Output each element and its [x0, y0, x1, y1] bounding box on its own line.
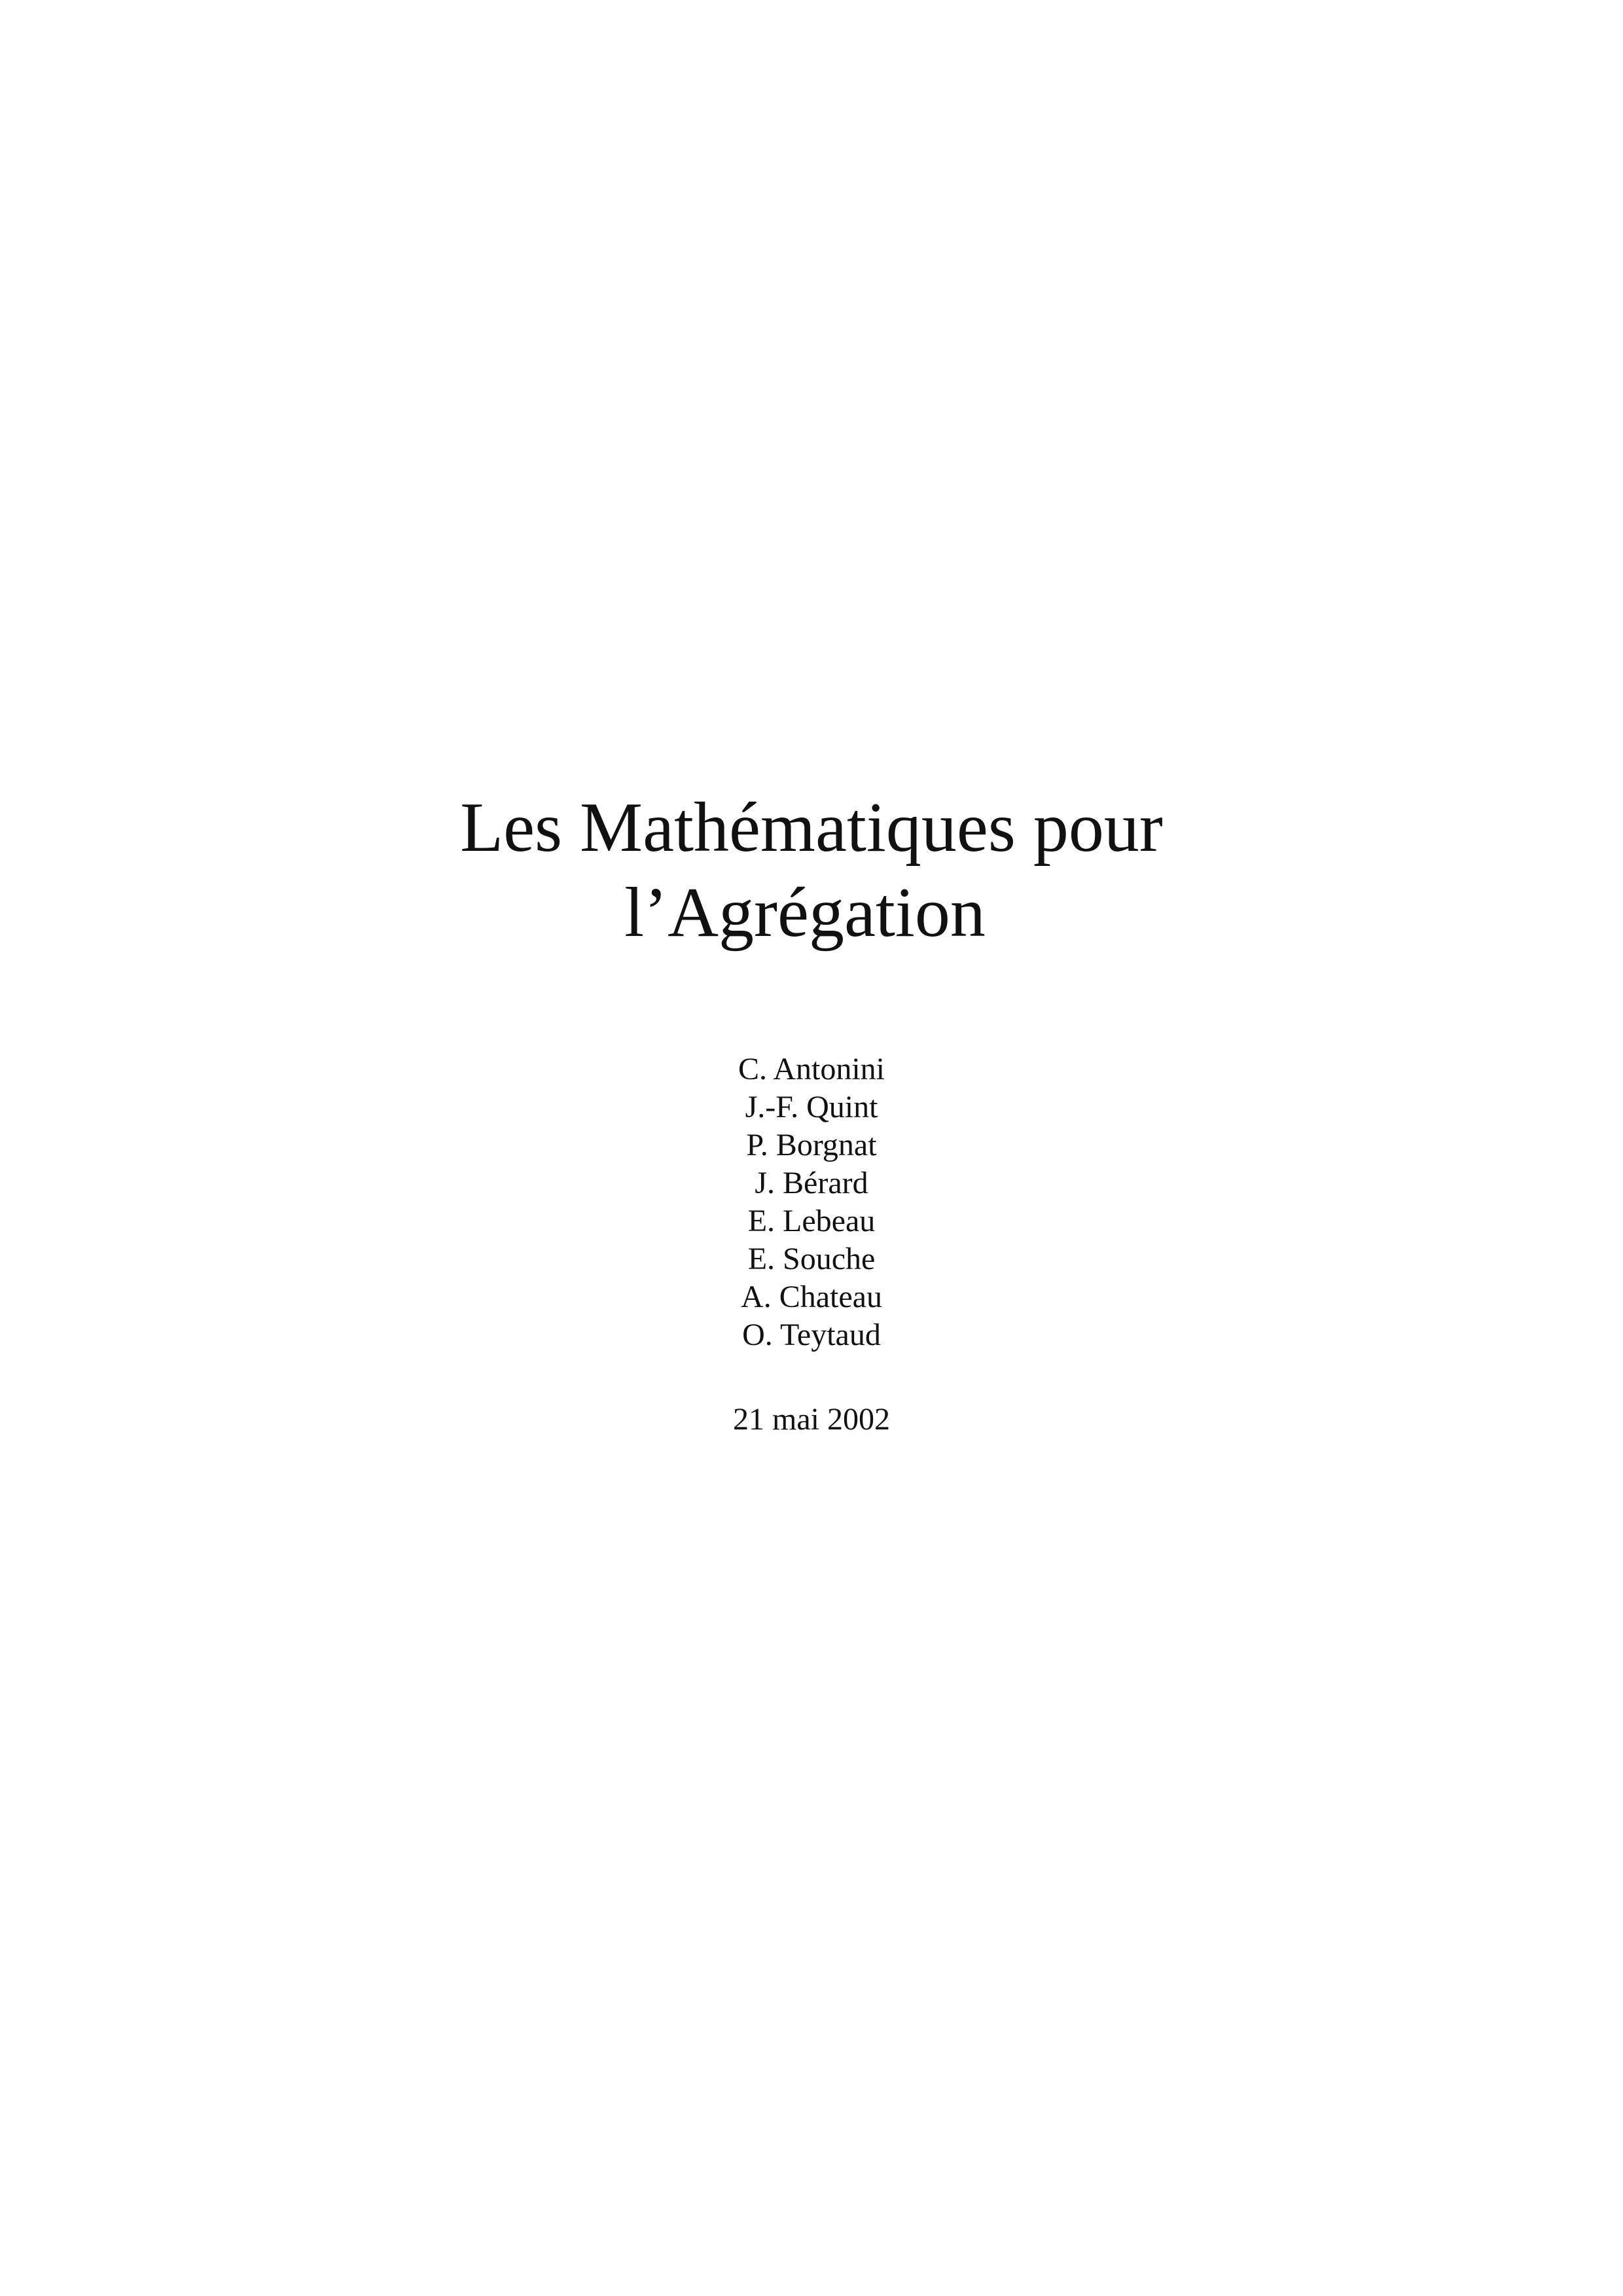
author-name: C. Antonini [738, 1052, 885, 1086]
author-name: J. Bérard [755, 1166, 868, 1200]
title-line-2: l’Agrégation [624, 874, 986, 952]
author-name: A. Chateau [741, 1280, 882, 1314]
author-name: E. Souche [747, 1242, 876, 1276]
author-name: J.-F. Quint [745, 1090, 878, 1124]
publication-date: 21 mai 2002 [733, 1402, 890, 1437]
author-list [0, 1050, 1623, 1354]
title-block [0, 785, 1623, 956]
author-name: E. Lebeau [747, 1204, 876, 1238]
title-line-1: Les Mathématiques pour [460, 789, 1163, 867]
author-name: P. Borgnat [746, 1128, 877, 1162]
author-name: O. Teytaud [742, 1318, 881, 1352]
